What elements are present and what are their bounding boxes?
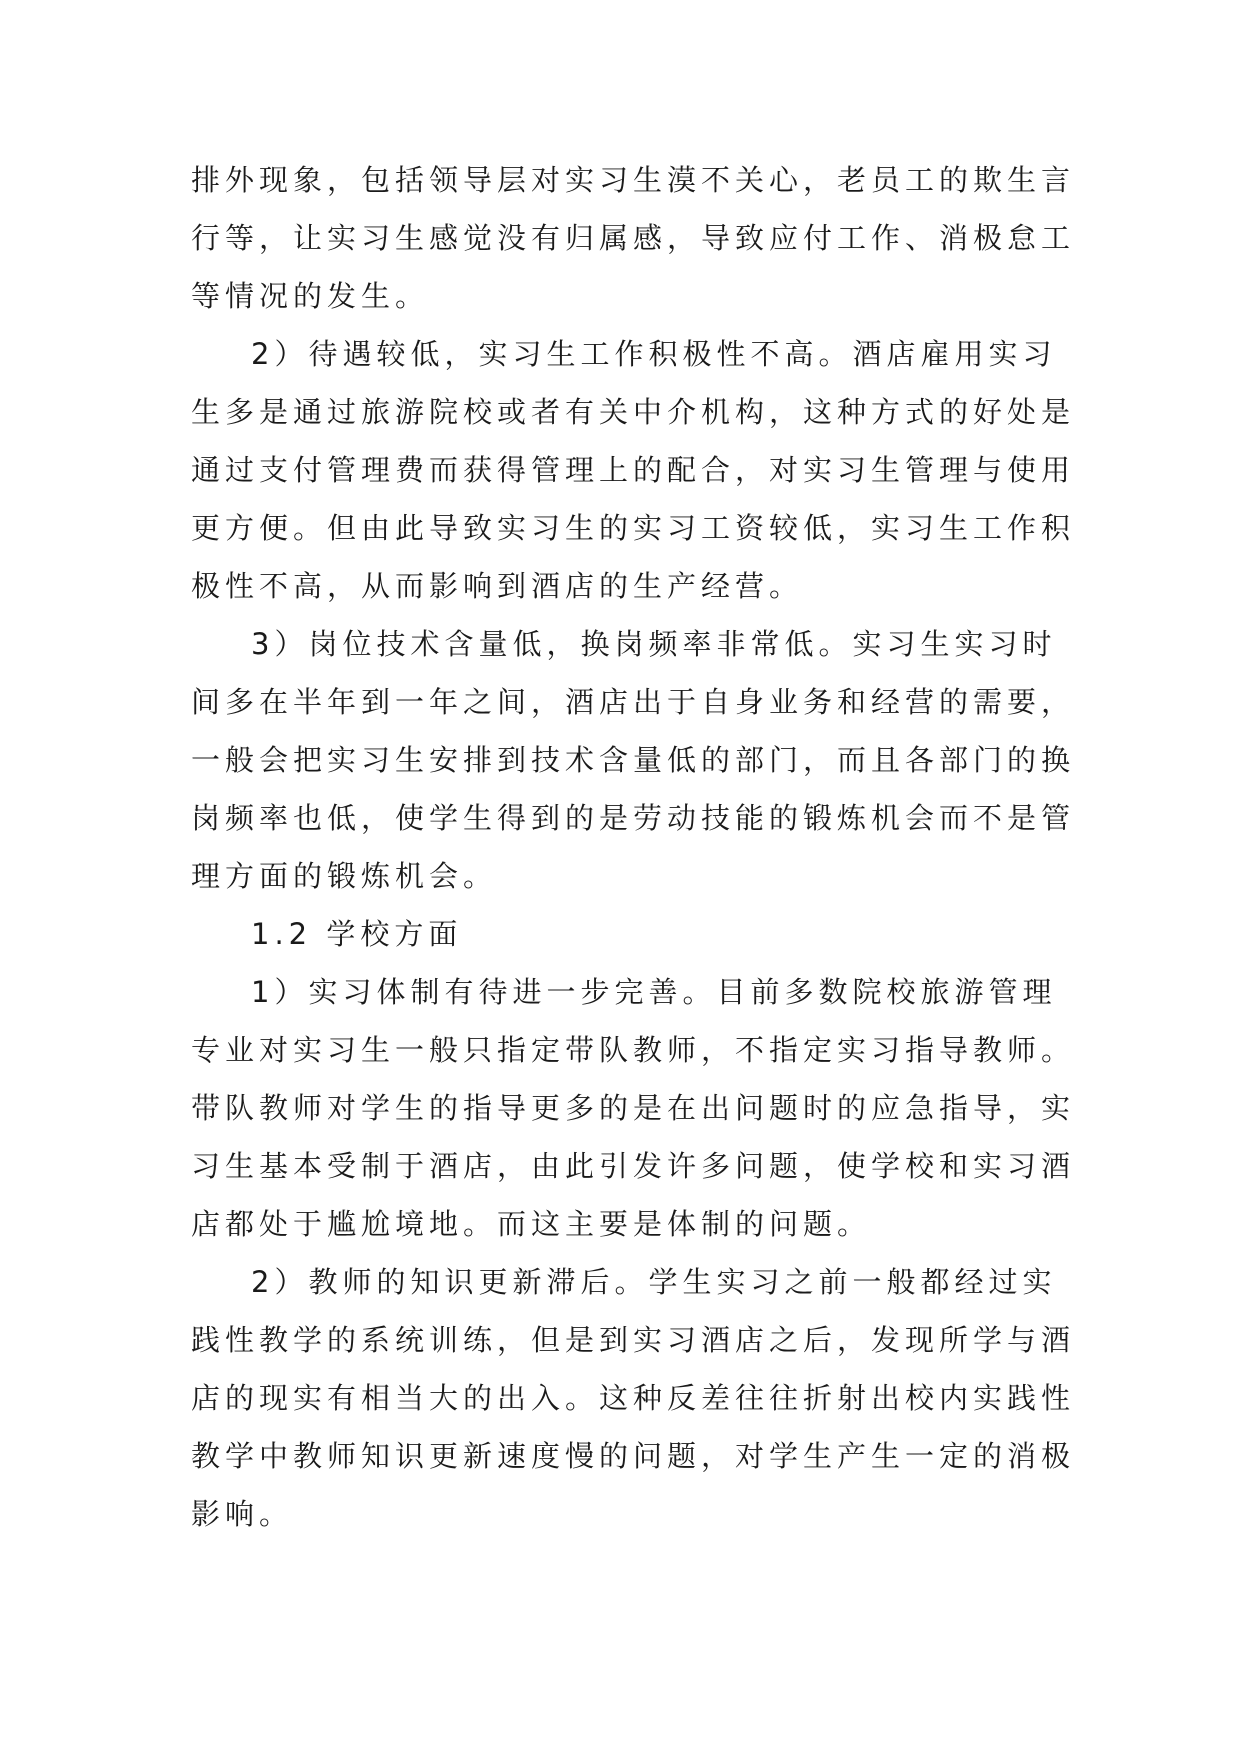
paragraph-first-line: 2）待遇较低，实习生工作积极性不高。酒店雇用实习 [251, 337, 1057, 371]
paragraph-first-line: 2）教师的知识更新滞后。学生实习之前一般都经过实 [251, 1265, 1057, 1299]
section-heading: 1.2 学校方面 [251, 917, 463, 951]
paragraph-first-line: 1）实习体制有待进一步完善。目前多数院校旅游管理 [251, 975, 1057, 1009]
text-line: 影响。 [191, 1497, 294, 1531]
text-line: 店的现实有相当大的出入。这种反差往往折射出校内实践性 [191, 1381, 1076, 1415]
text-line: 践性教学的系统训练，但是到实习酒店之后，发现所学与酒 [191, 1323, 1076, 1357]
text-line: 习生基本受制于酒店，由此引发许多问题，使学校和实习酒 [191, 1149, 1076, 1183]
text-line: 店都处于尴尬境地。而这主要是体制的问题。 [191, 1207, 872, 1241]
text-line: 教学中教师知识更新速度慢的问题，对学生产生一定的消极 [191, 1439, 1076, 1473]
text-line: 排外现象，包括领导层对实习生漠不关心，老员工的欺生言 [191, 163, 1076, 197]
paragraph-first-line: 3）岗位技术含量低，换岗频率非常低。实习生实习时 [251, 627, 1057, 661]
text-line: 一般会把实习生安排到技术含量低的部门，而且各部门的换 [191, 743, 1076, 777]
text-line: 生多是通过旅游院校或者有关中介机构，这种方式的好处是 [191, 395, 1076, 429]
text-line: 等情况的发生。 [191, 279, 430, 313]
text-line: 岗频率也低，使学生得到的是劳动技能的锻炼机会而不是管 [191, 801, 1076, 835]
text-line: 专业对实习生一般只指定带队教师，不指定实习指导教师。 [191, 1033, 1076, 1067]
text-line: 行等，让实习生感觉没有归属感，导致应付工作、消极怠工 [191, 221, 1076, 255]
text-line: 极性不高，从而影响到酒店的生产经营。 [191, 569, 804, 603]
text-line: 带队教师对学生的指导更多的是在出问题时的应急指导，实 [191, 1091, 1076, 1125]
text-line: 通过支付管理费而获得管理上的配合，对实习生管理与使用 [191, 453, 1076, 487]
text-line: 更方便。但由此导致实习生的实习工资较低，实习生工作积 [191, 511, 1076, 545]
text-line: 理方面的锻炼机会。 [191, 859, 498, 893]
text-line: 间多在半年到一年之间，酒店出于自身业务和经营的需要， [191, 685, 1076, 719]
